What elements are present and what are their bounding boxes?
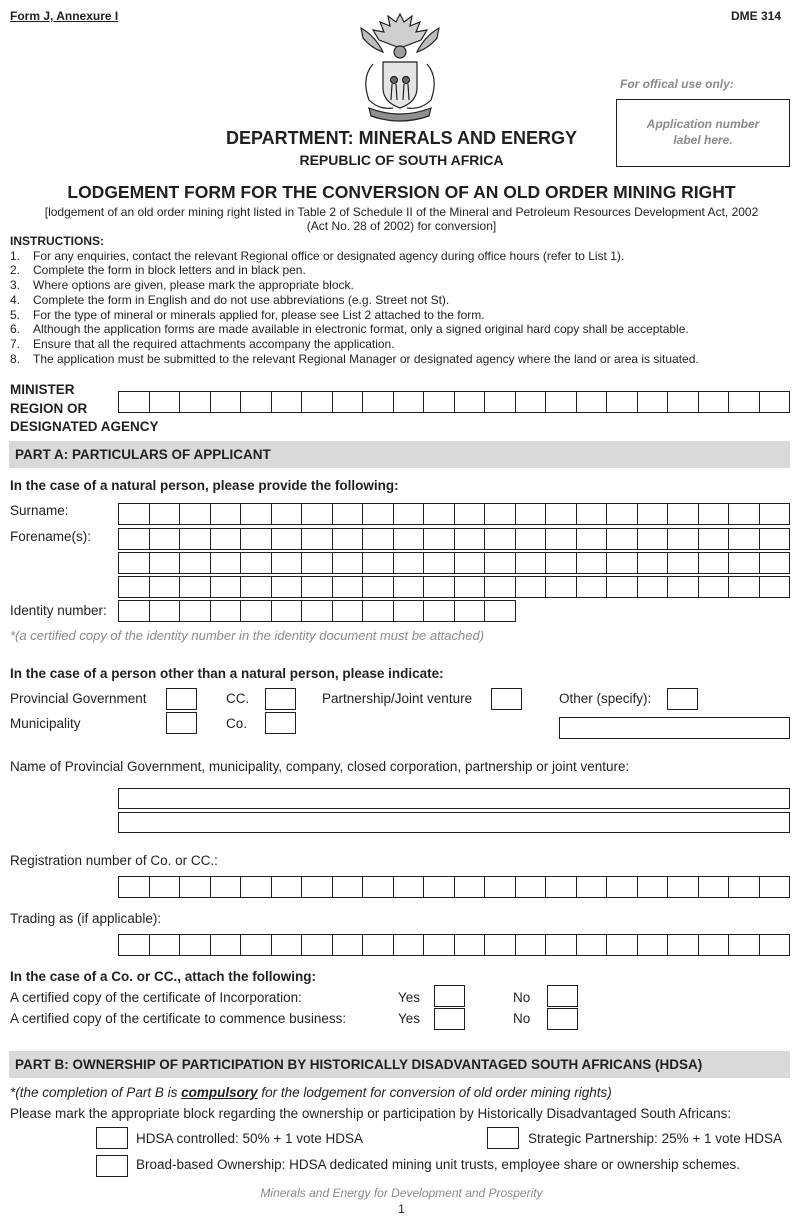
hdsa-controlled-label: HDSA controlled: 50% + 1 vote HDSA xyxy=(136,1131,363,1146)
instruction-item xyxy=(10,308,795,323)
letter-cell[interactable] xyxy=(301,503,333,525)
cc-checkbox[interactable] xyxy=(265,688,296,710)
letter-cell[interactable] xyxy=(118,600,150,622)
municipality-label: Municipality xyxy=(10,716,81,731)
letter-cell[interactable] xyxy=(728,934,760,956)
letter-cell[interactable] xyxy=(423,552,455,574)
letter-cell[interactable] xyxy=(515,876,547,898)
letter-cell[interactable] xyxy=(484,876,516,898)
identity-note: *(a certified copy of the identity number in the identity document must be attached) xyxy=(10,628,485,643)
letter-cell[interactable] xyxy=(301,528,333,550)
instruction-text: Ensure that all the required attachments accompany the application. xyxy=(33,336,395,351)
strategic-partnership-checkbox[interactable] xyxy=(487,1127,519,1149)
instruction-number: 5. xyxy=(10,307,21,322)
letter-cell[interactable] xyxy=(454,552,486,574)
letter-cell[interactable] xyxy=(484,503,516,525)
letter-cell[interactable] xyxy=(515,528,547,550)
partnership-checkbox[interactable] xyxy=(491,688,522,710)
letter-cell[interactable] xyxy=(667,934,699,956)
letter-cell[interactable] xyxy=(210,503,242,525)
letter-cell[interactable] xyxy=(698,391,730,413)
letter-cell[interactable] xyxy=(423,576,455,598)
letter-cell[interactable] xyxy=(271,600,303,622)
letter-cell[interactable] xyxy=(362,552,394,574)
letter-cell[interactable] xyxy=(240,934,272,956)
letter-cell[interactable] xyxy=(484,528,516,550)
letter-cell[interactable] xyxy=(728,552,760,574)
cert-commence-no-label: No xyxy=(513,1011,531,1026)
instruction-number: 2. xyxy=(10,263,21,278)
form-reference: Form J, Annexure I xyxy=(10,9,119,23)
instructions-list xyxy=(10,249,795,367)
letter-cell[interactable] xyxy=(362,528,394,550)
letter-cell[interactable] xyxy=(210,552,242,574)
letter-cell[interactable] xyxy=(271,552,303,574)
instruction-item xyxy=(10,322,795,337)
department-title: DEPARTMENT: MINERALS AND ENERGY xyxy=(225,128,577,148)
instruction-text: Complete the form in English and do not use abbreviations (e.g. Street not St). xyxy=(33,292,450,307)
entity-name-field-line1[interactable] xyxy=(118,788,790,809)
letter-cell[interactable] xyxy=(576,576,608,598)
letter-cell[interactable] xyxy=(484,600,516,622)
letter-cell[interactable] xyxy=(271,934,303,956)
letter-cell[interactable] xyxy=(728,503,760,525)
part-b-note-pre: *(the completion of Part B is xyxy=(10,1085,182,1100)
letter-cell[interactable] xyxy=(118,552,150,574)
letter-cell[interactable] xyxy=(301,934,333,956)
letter-cell[interactable] xyxy=(698,576,730,598)
broad-based-ownership-checkbox[interactable] xyxy=(96,1155,128,1177)
cert-commence-label: A certified copy of the certificate to commence business: xyxy=(10,1011,347,1026)
letter-cell[interactable] xyxy=(637,552,669,574)
letter-cell[interactable] xyxy=(362,576,394,598)
letter-cell[interactable] xyxy=(301,576,333,598)
letter-cell[interactable] xyxy=(545,552,577,574)
letter-cell[interactable] xyxy=(393,934,425,956)
instruction-text: For the type of mineral or minerals applied for, please see List 2 attached to the form. xyxy=(33,307,485,322)
letter-cell[interactable] xyxy=(667,876,699,898)
letter-cell[interactable] xyxy=(149,391,181,413)
letter-cell[interactable] xyxy=(240,552,272,574)
letter-cell[interactable] xyxy=(576,552,608,574)
letter-cell[interactable] xyxy=(545,934,577,956)
letter-cell[interactable] xyxy=(179,600,211,622)
letter-cell[interactable] xyxy=(667,576,699,598)
minister-label-line2: REGION OR xyxy=(10,400,88,416)
part-a-heading: PART A: PARTICULARS OF APPLICANT xyxy=(15,447,271,462)
letter-cell[interactable] xyxy=(576,934,608,956)
letter-cell[interactable] xyxy=(149,600,181,622)
letter-cell[interactable] xyxy=(393,576,425,598)
letter-cell[interactable] xyxy=(545,503,577,525)
letter-cell[interactable] xyxy=(728,391,760,413)
letter-cell[interactable] xyxy=(484,391,516,413)
letter-cell[interactable] xyxy=(667,528,699,550)
letter-cell[interactable] xyxy=(637,576,669,598)
letter-cell[interactable] xyxy=(606,876,638,898)
registration-number-label: Registration number of Co. or CC.: xyxy=(10,853,218,868)
letter-cell[interactable] xyxy=(149,552,181,574)
instruction-number: 1. xyxy=(10,248,21,263)
letter-cell[interactable] xyxy=(393,391,425,413)
letter-cell[interactable] xyxy=(545,576,577,598)
letter-cell[interactable] xyxy=(179,876,211,898)
letter-cell[interactable] xyxy=(271,391,303,413)
instruction-item xyxy=(10,249,795,264)
letter-cell[interactable] xyxy=(423,600,455,622)
forenames-cells-row1[interactable] xyxy=(118,528,790,549)
letter-cell[interactable] xyxy=(637,876,669,898)
letter-cell[interactable] xyxy=(637,528,669,550)
cc-label: CC. xyxy=(226,691,250,706)
entity-name-label: Name of Provincial Government, municipality, company, closed corporation, partnership or joint venture: xyxy=(10,759,630,774)
letter-cell[interactable] xyxy=(301,552,333,574)
letter-cell[interactable] xyxy=(362,600,394,622)
letter-cell[interactable] xyxy=(454,934,486,956)
letter-cell[interactable] xyxy=(454,528,486,550)
instruction-number: 8. xyxy=(10,351,21,366)
letter-cell[interactable] xyxy=(271,528,303,550)
other-specify-field[interactable] xyxy=(559,717,790,739)
instructions xyxy=(10,234,795,366)
letter-cell[interactable] xyxy=(515,934,547,956)
letter-cell[interactable] xyxy=(210,876,242,898)
letter-cell[interactable] xyxy=(759,391,791,413)
letter-cell[interactable] xyxy=(728,576,760,598)
letter-cell[interactable] xyxy=(484,576,516,598)
letter-cell[interactable] xyxy=(759,552,791,574)
letter-cell[interactable] xyxy=(332,876,364,898)
letter-cell[interactable] xyxy=(149,876,181,898)
letter-cell[interactable] xyxy=(332,600,364,622)
cert-incorporation-yes-checkbox[interactable] xyxy=(434,985,465,1007)
letter-cell[interactable] xyxy=(301,876,333,898)
letter-cell[interactable] xyxy=(332,576,364,598)
letter-cell[interactable] xyxy=(606,528,638,550)
part-a-header xyxy=(9,441,790,468)
letter-cell[interactable] xyxy=(210,391,242,413)
entity-name-field-line2[interactable] xyxy=(118,812,790,833)
letter-cell[interactable] xyxy=(576,391,608,413)
letter-cell[interactable] xyxy=(454,876,486,898)
letter-cell[interactable] xyxy=(332,552,364,574)
letter-cell[interactable] xyxy=(606,576,638,598)
letter-cell[interactable] xyxy=(393,552,425,574)
surname-label: Surname: xyxy=(10,503,69,518)
letter-cell[interactable] xyxy=(576,503,608,525)
cert-incorporation-label: A certified copy of the certificate of Incorporation: xyxy=(10,990,302,1005)
letter-cell[interactable] xyxy=(637,934,669,956)
form-code: DME 314 xyxy=(731,9,782,23)
minister-label-line3: DESIGNATED AGENCY xyxy=(10,419,159,434)
letter-cell[interactable] xyxy=(515,391,547,413)
letter-cell[interactable] xyxy=(332,391,364,413)
instruction-text: Although the application forms are made available in electronic format, only a signed original hard copy shall be acceptable. xyxy=(33,322,689,337)
identity-number-label: Identity number: xyxy=(10,603,107,618)
natural-person-heading: In the case of a natural person, please provide the following: xyxy=(10,478,399,493)
part-b-instruction: Please mark the appropriate block regarding the ownership or participation by Historically Disadvantaged South Africans: xyxy=(10,1106,732,1121)
letter-cell[interactable] xyxy=(179,934,211,956)
part-b-heading: PART B: OWNERSHIP OF PARTICIPATION BY HISTORICALLY DISADVANTAGED SOUTH AFRICANS (HDSA) xyxy=(15,1057,703,1072)
instructions-heading: INSTRUCTIONS: xyxy=(10,234,104,248)
minister-label-line1: MINISTER xyxy=(10,382,75,397)
letter-cell[interactable] xyxy=(179,391,211,413)
letter-cell[interactable] xyxy=(423,876,455,898)
broad-based-ownership-label: Broad-based Ownership: HDSA dedicated mining unit trusts, employee share or ownership schemes. xyxy=(136,1157,741,1172)
letter-cell[interactable] xyxy=(423,391,455,413)
letter-cell[interactable] xyxy=(301,391,333,413)
republic-title: REPUBLIC OF SOUTH AFRICA xyxy=(299,152,504,168)
cert-commence-yes-checkbox[interactable] xyxy=(434,1008,465,1030)
letter-cell[interactable] xyxy=(515,552,547,574)
letter-cell[interactable] xyxy=(240,576,272,598)
letter-cell[interactable] xyxy=(362,503,394,525)
letter-cell[interactable] xyxy=(210,576,242,598)
letter-cell[interactable] xyxy=(271,576,303,598)
letter-cell[interactable] xyxy=(271,876,303,898)
letter-cell[interactable] xyxy=(118,934,150,956)
letter-cell[interactable] xyxy=(606,552,638,574)
letter-cell[interactable] xyxy=(698,552,730,574)
letter-cell[interactable] xyxy=(240,391,272,413)
registration-number-cells[interactable] xyxy=(118,876,790,897)
page-number: 1 xyxy=(398,1202,405,1216)
instruction-number: 7. xyxy=(10,336,21,351)
municipality-checkbox[interactable] xyxy=(166,712,197,734)
part-b-note-emphasis: compulsory xyxy=(181,1085,258,1100)
letter-cell[interactable] xyxy=(576,528,608,550)
letter-cell[interactable] xyxy=(759,503,791,525)
instruction-text: For any enquiries, contact the relevant Regional office or designated agency during office hours (refer to List 1). xyxy=(33,248,625,263)
letter-cell[interactable] xyxy=(515,576,547,598)
letter-cell[interactable] xyxy=(118,503,150,525)
instruction-item xyxy=(10,293,795,308)
letter-cell[interactable] xyxy=(454,391,486,413)
letter-cell[interactable] xyxy=(118,528,150,550)
letter-cell[interactable] xyxy=(393,600,425,622)
letter-cell[interactable] xyxy=(515,503,547,525)
letter-cell[interactable] xyxy=(332,934,364,956)
letter-cell[interactable] xyxy=(149,528,181,550)
letter-cell[interactable] xyxy=(759,934,791,956)
attach-heading: In the case of a Co. or CC., attach the following: xyxy=(10,969,317,984)
letter-cell[interactable] xyxy=(545,528,577,550)
provincial-government-checkbox[interactable] xyxy=(166,688,197,710)
footer-slogan: Minerals and Energy for Development and Prosperity xyxy=(260,1186,543,1200)
letter-cell[interactable] xyxy=(606,503,638,525)
letter-cell[interactable] xyxy=(484,934,516,956)
letter-cell[interactable] xyxy=(759,528,791,550)
letter-cell[interactable] xyxy=(728,876,760,898)
instruction-text: Where options are given, please mark the appropriate block. xyxy=(33,278,354,293)
letter-cell[interactable] xyxy=(667,552,699,574)
letter-cell[interactable] xyxy=(118,391,150,413)
letter-cell[interactable] xyxy=(179,528,211,550)
letter-cell[interactable] xyxy=(210,934,242,956)
letter-cell[interactable] xyxy=(240,600,272,622)
instruction-text: Complete the form in block letters and in black pen. xyxy=(33,263,306,278)
instruction-item xyxy=(10,352,795,367)
other-person-heading: In the case of a person other than a natural person, please indicate: xyxy=(10,666,444,681)
letter-cell[interactable] xyxy=(149,934,181,956)
letter-cell[interactable] xyxy=(362,391,394,413)
letter-cell[interactable] xyxy=(118,576,150,598)
form-subtitle-line2: (Act No. 28 of 2002) for conversion] xyxy=(306,219,497,233)
forenames-label: Forename(s): xyxy=(10,529,92,544)
hdsa-controlled-checkbox[interactable] xyxy=(96,1127,128,1149)
instruction-number: 4. xyxy=(10,292,21,307)
partnership-label: Partnership/Joint venture xyxy=(322,691,473,706)
official-use-label: For offical use only: xyxy=(620,77,734,91)
cert-commence-yes-label: Yes xyxy=(398,1011,421,1026)
instruction-number: 3. xyxy=(10,278,21,293)
co-checkbox[interactable] xyxy=(265,712,296,734)
other-specify-checkbox[interactable] xyxy=(667,688,698,710)
letter-cell[interactable] xyxy=(454,576,486,598)
letter-cell[interactable] xyxy=(728,528,760,550)
instruction-number: 6. xyxy=(10,322,21,337)
cert-incorporation-no-label: No xyxy=(513,990,531,1005)
letter-cell[interactable] xyxy=(240,528,272,550)
letter-cell[interactable] xyxy=(179,576,211,598)
letter-cell[interactable] xyxy=(210,600,242,622)
letter-cell[interactable] xyxy=(393,528,425,550)
letter-cell[interactable] xyxy=(118,876,150,898)
letter-cell[interactable] xyxy=(149,503,181,525)
letter-cell[interactable] xyxy=(698,503,730,525)
letter-cell[interactable] xyxy=(759,876,791,898)
cert-incorporation-no-checkbox[interactable] xyxy=(547,985,578,1007)
letter-cell[interactable] xyxy=(637,503,669,525)
strategic-partnership-label: Strategic Partnership: 25% + 1 vote HDSA xyxy=(528,1131,783,1146)
letter-cell[interactable] xyxy=(179,552,211,574)
form-title: LODGEMENT FORM FOR THE CONVERSION OF AN OLD ORDER MINING RIGHT xyxy=(67,182,736,202)
trading-as-label: Trading as (if applicable): xyxy=(10,911,162,926)
provincial-government-label: Provincial Government xyxy=(10,691,147,706)
cert-incorporation-yes-label: Yes xyxy=(398,990,421,1005)
form-subtitle-line1: [lodgement of an old order mining right listed in Table 2 of Schedule II of the Mineral and Petroleum Resources Development Act, 2002 xyxy=(44,205,759,219)
application-number-placeholder: Application number label here. xyxy=(646,117,760,147)
letter-cell[interactable] xyxy=(698,876,730,898)
letter-cell[interactable] xyxy=(454,600,486,622)
instruction-item xyxy=(10,278,795,293)
letter-cell[interactable] xyxy=(210,528,242,550)
identity-number-cells[interactable] xyxy=(118,600,516,621)
cert-commence-no-checkbox[interactable] xyxy=(547,1008,578,1030)
letter-cell[interactable] xyxy=(149,576,181,598)
forenames-cells-row2[interactable] xyxy=(118,552,790,573)
letter-cell[interactable] xyxy=(271,503,303,525)
letter-cell[interactable] xyxy=(637,391,669,413)
coat-of-arms-icon xyxy=(355,8,445,124)
letter-cell[interactable] xyxy=(423,934,455,956)
part-b-note xyxy=(10,1085,612,1100)
letter-cell[interactable] xyxy=(698,528,730,550)
other-specify-label: Other (specify): xyxy=(559,691,652,706)
instruction-item xyxy=(10,337,795,352)
letter-cell[interactable] xyxy=(667,503,699,525)
instruction-text: The application must be submitted to the relevant Regional Manager or designated agency where the land or area is situated. xyxy=(33,351,699,366)
trading-as-cells[interactable] xyxy=(118,934,790,955)
instruction-item xyxy=(10,263,795,278)
letter-cell[interactable] xyxy=(484,552,516,574)
letter-cell[interactable] xyxy=(606,391,638,413)
letter-cell[interactable] xyxy=(332,503,364,525)
letter-cell[interactable] xyxy=(454,503,486,525)
letter-cell[interactable] xyxy=(423,528,455,550)
letter-cell[interactable] xyxy=(393,503,425,525)
letter-cell[interactable] xyxy=(545,391,577,413)
letter-cell[interactable] xyxy=(759,576,791,598)
letter-cell[interactable] xyxy=(698,934,730,956)
letter-cell[interactable] xyxy=(240,503,272,525)
letter-cell[interactable] xyxy=(301,600,333,622)
surname-cells[interactable] xyxy=(118,503,790,524)
minister-region-cells[interactable] xyxy=(118,391,790,412)
letter-cell[interactable] xyxy=(667,391,699,413)
letter-cell[interactable] xyxy=(240,876,272,898)
letter-cell[interactable] xyxy=(423,503,455,525)
letter-cell[interactable] xyxy=(606,934,638,956)
letter-cell[interactable] xyxy=(576,876,608,898)
letter-cell[interactable] xyxy=(362,934,394,956)
forenames-cells-row3[interactable] xyxy=(118,576,790,597)
letter-cell[interactable] xyxy=(393,876,425,898)
part-b-note-post: for the lodgement for conversion of old order mining rights) xyxy=(257,1085,612,1100)
part-b-header xyxy=(9,1051,790,1078)
co-label: Co. xyxy=(226,716,248,731)
letter-cell[interactable] xyxy=(545,876,577,898)
letter-cell[interactable] xyxy=(362,876,394,898)
letter-cell[interactable] xyxy=(179,503,211,525)
letter-cell[interactable] xyxy=(332,528,364,550)
